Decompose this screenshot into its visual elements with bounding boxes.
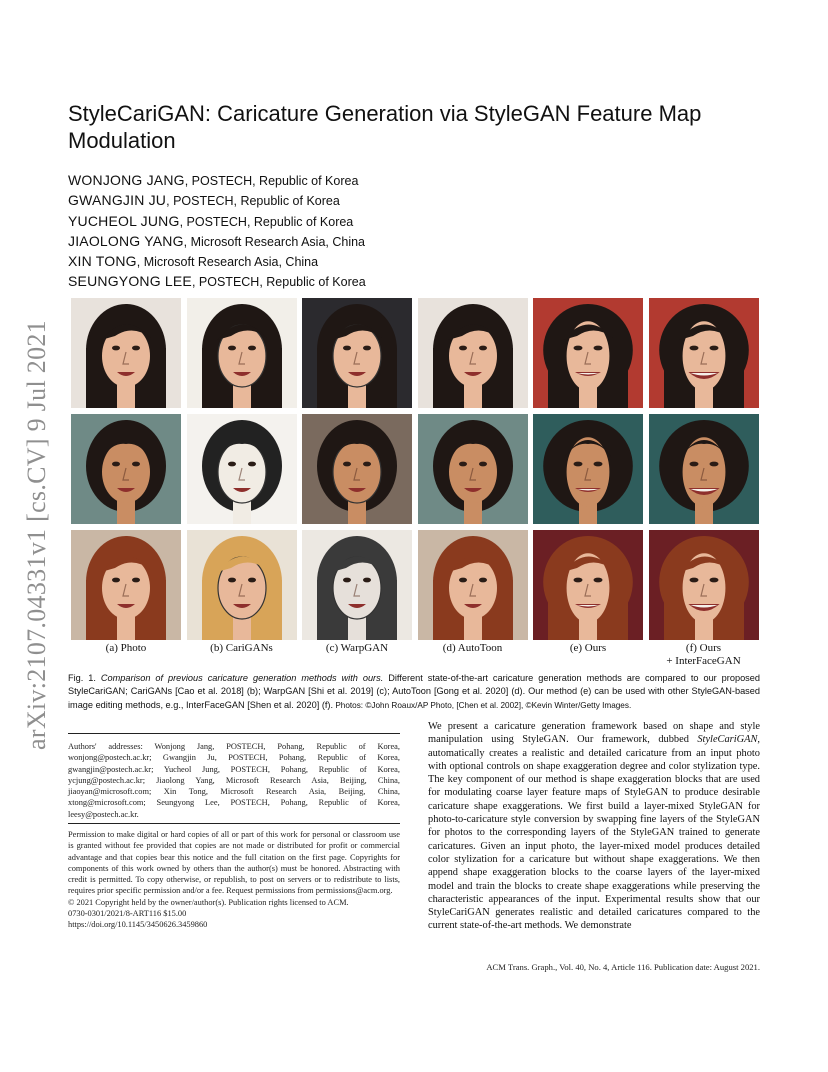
author-name: XIN TONG <box>68 253 137 270</box>
authors-addresses: Authors' addresses: Wonjong Jang, POSTECH, Pohang, Republic of Korea, wonjong@postech.ac.kr; Gwangjin Ju, POSTECH, Pohang, Republic of Korea, gwangjin@postech.ac.kr; Yucheol Jung, POSTECH, Pohang, Republic of Korea, ycjung@postech.ac.kr; Jiaolong Yang, Microsoft Research Asia, Beijing, China, jiaoyan@microsoft.com; Xin Tong, Microsoft Research Asia, Beijing, China, xtong@microsoft.com; Seungyong Lee, POSTECH, Pohang, Republic of Korea, leesy@postech.ac.kr. <box>68 742 400 819</box>
caption-credits: Photos: ©John Roaux/AP Photo, [Chen et al. 2002], ©Kevin Winter/Getty Images. <box>333 700 632 710</box>
figure-column-label <box>187 642 297 672</box>
figure-thumbnail <box>71 414 181 524</box>
issn-line: 0730-0301/2021/8-ART116 $15.00 <box>68 909 187 919</box>
column-label-text: (e) Ours <box>569 642 607 654</box>
author-affiliation: , POSTECH, Republic of Korea <box>184 174 359 188</box>
caption-text: Different state-of-the-art caricature generation methods are compared to our proposed StyleCariGAN; CariGANs [Cao et al. 2018] (b); WarpGAN [Shi et al. 2019] (c); AutoToon [Gong et al. 2020] (d). Our method (e) can be used with other StyleGAN-based image editing methods, e.g., InterFaceGAN [Shen et al. 2020] (f). <box>68 673 760 710</box>
abstract <box>428 720 760 933</box>
face-image <box>71 530 181 640</box>
figure-thumbnail <box>187 414 297 524</box>
caption-emphasis: Comparison of previous caricature generation methods with ours. <box>100 673 384 683</box>
figure-1-column-labels <box>71 642 759 672</box>
figure-thumbnail <box>71 298 181 408</box>
author-affiliation: , Microsoft Research Asia, China <box>136 255 319 270</box>
figure-column-label <box>418 642 528 672</box>
figure-thumbnail <box>533 530 643 640</box>
column-label-text: (a) Photo <box>105 642 147 654</box>
figure-thumbnail <box>533 414 643 524</box>
author-line <box>68 272 768 292</box>
face-image <box>187 530 297 640</box>
figure-thumbnail <box>302 530 412 640</box>
footnote-rule-1 <box>68 733 400 734</box>
face-image <box>418 530 528 640</box>
author-name: JIAOLONG YANG <box>68 232 184 249</box>
figure-thumbnail <box>302 414 412 524</box>
permission-block <box>68 829 400 931</box>
figure-thumbnail <box>187 298 297 408</box>
figure-1-caption <box>68 672 760 712</box>
face-image <box>533 414 643 524</box>
face-image <box>649 530 759 640</box>
face-image <box>71 298 181 408</box>
figure-thumbnail <box>187 530 297 640</box>
face-image <box>649 414 759 524</box>
author-line <box>68 252 768 272</box>
figure-column-label <box>71 642 181 672</box>
column-label-text: (f) Ours <box>685 642 722 654</box>
figure-thumbnail <box>418 414 528 524</box>
copyright-line: © 2021 Copyright held by the owner/author(s). Publication rights licensed to ACM. <box>68 897 349 907</box>
author-line <box>68 191 768 211</box>
face-image <box>302 298 412 408</box>
figure-thumbnail <box>649 530 759 640</box>
footnote-rule-2 <box>68 823 400 824</box>
column-label-text: (c) WarpGAN <box>325 642 389 654</box>
paper-title: StyleCariGAN: Caricature Generation via StyleGAN Feature Map Modulation <box>68 101 702 153</box>
face-image <box>302 530 412 640</box>
abstract-part-1: We present a caricature generation framework based on shape and style manipulation using StyleGAN. Our framework, dubbed <box>428 721 760 746</box>
author-name: YUCHEOL JUNG <box>68 212 180 229</box>
face-image <box>187 414 297 524</box>
arxiv-stamp <box>22 300 52 770</box>
figure-thumbnail <box>418 530 528 640</box>
column-label-extra: + InterFaceGAN <box>666 655 741 667</box>
figure-column-label <box>533 642 643 672</box>
author-line <box>68 212 768 232</box>
column-label-text: (b) CariGANs <box>210 642 273 654</box>
figure-thumbnail <box>533 298 643 408</box>
author-affiliation: , POSTECH, Republic of Korea <box>191 275 366 290</box>
author-line <box>68 171 768 191</box>
face-image <box>533 298 643 408</box>
doi-link[interactable]: https://doi.org/10.1145/3450626.3459860 <box>68 920 208 930</box>
author-affiliation: , POSTECH, Republic of Korea <box>179 214 354 229</box>
author-line <box>68 232 768 252</box>
abstract-method-name: StyleCariGAN <box>697 734 758 746</box>
figure-1-grid <box>71 298 759 640</box>
face-image <box>302 414 412 524</box>
face-image <box>533 530 643 640</box>
author-name: SEUNGYONG LEE <box>68 273 192 290</box>
column-label-text: (d) AutoToon <box>442 642 503 654</box>
author-affiliation: , POSTECH, Republic of Korea <box>166 194 340 209</box>
abstract-part-2: , automatically creates a realistic and detailed caricature from an input photo with optional controls on shape exaggeration degree and color stylization type. The key component of our method is shape exaggeration blocks that are used for modulating coarse layer feature maps of StyleGAN to produce desirable caricature shape exaggerations. We first build a layer-mixed StyleGAN for photo-to-caricature style conversion by swapping fine layers of the StyleGAN for photos to the corresponding layers of the StyleGAN trained to generate caricatures. Given an input photo, the layer-mixed model produces detailed color stylization for a caricature but without shape exaggerations. We then append shape exaggeration blocks to the coarse layers of the layer-mixed model and train the blocks to create shape exaggerations while preserving the characteristic appearances of the input. Experimental results show that our StyleCariGAN generates realistic and detailed caricatures compared to the current state-of-the-art methods. We demonstrate <box>428 734 760 932</box>
author-list <box>68 171 768 293</box>
permission-notice: Permission to make digital or hard copies of all or part of this work for personal or classroom use is granted without fee provided that copies are not made or distributed for profit or commercial advantage and that copies bear this notice and the full citation on the first page. Copyrights for components of this work owned by others than the author(s) must be honored. Abstracting with credit is permitted. To copy otherwise, or republish, to post on servers or to redistribute to lists, requires prior specific permission and/or a fee. Request permissions from permissions@acm.org. <box>68 830 400 896</box>
running-footer: ACM Trans. Graph., Vol. 40, No. 4, Article 116. Publication date: August 2021. <box>486 962 760 972</box>
face-image <box>71 414 181 524</box>
face-image <box>418 298 528 408</box>
caption-label: Fig. 1. <box>68 673 96 683</box>
figure-thumbnail <box>302 298 412 408</box>
face-image <box>418 414 528 524</box>
figure-thumbnail <box>649 414 759 524</box>
figure-thumbnail <box>71 530 181 640</box>
figure-column-label <box>302 642 412 672</box>
author-affiliation: , Microsoft Research Asia, China <box>183 234 365 249</box>
arxiv-id-text: arXiv:2107.04331v1 [cs.CV] 9 Jul 2021 <box>22 320 51 750</box>
figure-thumbnail <box>649 298 759 408</box>
face-image <box>649 298 759 408</box>
author-name: GWANGJIN JU <box>68 192 167 209</box>
face-image <box>187 298 297 408</box>
figure-column-label <box>649 642 759 672</box>
figure-thumbnail <box>418 298 528 408</box>
author-name: WONJONG JANG <box>68 172 185 188</box>
